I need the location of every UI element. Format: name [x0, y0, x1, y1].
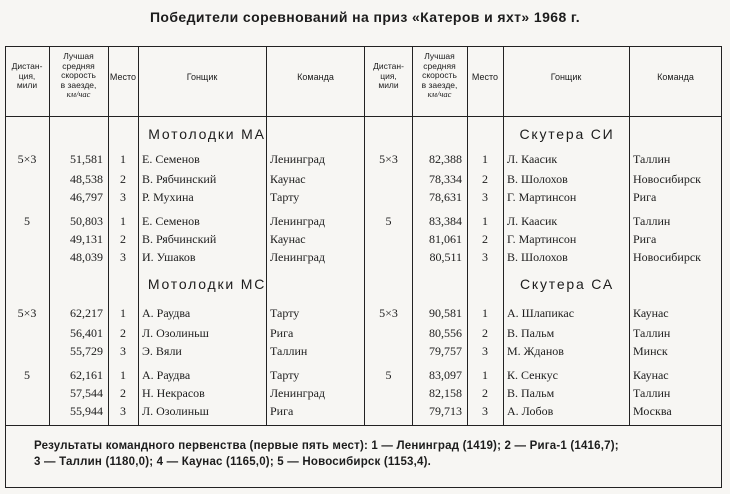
cell-racer: Л. Озолиньш	[142, 326, 209, 340]
cell-racer: Э. Вяли	[142, 344, 182, 358]
col-line	[266, 116, 267, 425]
cell-place: 2	[120, 172, 126, 186]
cell-racer: Е. Семенов	[142, 214, 200, 228]
cell-speed: 82,388	[429, 152, 462, 166]
cell-speed: 81,061	[429, 232, 462, 246]
header-speed-line: средняя	[62, 60, 95, 71]
cell-team: Тарту	[270, 368, 300, 382]
header-place: Место	[109, 72, 137, 82]
header-distance-line: мили	[16, 80, 38, 90]
cell-place: 3	[482, 250, 488, 264]
cell-team: Ленинград	[270, 386, 326, 400]
cell-place: 1	[482, 368, 488, 382]
cell-racer: Л. Озолиньш	[142, 404, 209, 418]
header-racer: Гонщик	[550, 72, 582, 82]
section-title: Скутера СИ	[519, 126, 615, 142]
header-distance	[5, 62, 49, 91]
cell-team: Рига	[270, 404, 294, 418]
cell-speed: 62,161	[70, 368, 103, 382]
header-distance-line: мили	[378, 80, 399, 90]
cell-place: 3	[120, 404, 126, 418]
header-distance-line: ция,	[380, 70, 397, 81]
cell-racer: К. Сенкус	[507, 368, 558, 382]
cell-place: 2	[120, 232, 126, 246]
cell-team: Тарту	[270, 190, 300, 204]
cell-place: 1	[482, 306, 488, 320]
cell-speed: 79,713	[429, 404, 462, 418]
page-title: Победители соревнований на приз «Катеров и яхт» 1968 г.	[149, 9, 581, 25]
cell-distance: 5×3	[17, 152, 37, 166]
header-speed-unit: км/час	[427, 89, 452, 99]
cell-place: 1	[482, 214, 488, 228]
cell-team: Таллин	[633, 326, 671, 340]
cell-racer: Р. Мухина	[142, 190, 194, 204]
header-racer: Гонщик	[186, 72, 218, 82]
cell-place: 3	[482, 190, 488, 204]
cell-team: Новосибирск	[633, 172, 701, 186]
cell-speed: 57,544	[70, 386, 103, 400]
header-speed-unit: км/час	[66, 89, 91, 99]
cell-team: Ленинград	[270, 152, 326, 166]
cell-racer: А. Шлапикас	[507, 306, 575, 320]
col-line	[629, 116, 630, 425]
cell-team: Рига	[270, 326, 294, 340]
header-distance-line: ция,	[18, 70, 36, 81]
cell-distance: 5×3	[379, 152, 398, 166]
cell-speed: 49,131	[70, 232, 103, 246]
header-speed-line: Лучшая	[63, 51, 94, 61]
cell-place: 1	[482, 152, 488, 166]
cell-place: 1	[120, 368, 126, 382]
header-speed-line: средняя	[423, 60, 456, 71]
header-speed	[412, 52, 467, 100]
cell-distance: 5×3	[17, 306, 37, 320]
cell-speed: 56,401	[70, 326, 103, 340]
cell-speed: 62,217	[70, 306, 103, 320]
header-speed-line: в заезде,	[421, 79, 458, 90]
cell-racer: Л. Каасик	[507, 214, 558, 228]
cell-distance: 5×3	[379, 306, 398, 320]
cell-team: Рига	[633, 232, 657, 246]
cell-speed: 83,384	[429, 214, 462, 228]
header-place: Место	[471, 72, 499, 82]
cell-speed: 50,803	[70, 214, 103, 228]
cell-racer: Е. Семенов	[142, 152, 200, 166]
cell-speed: 78,631	[429, 190, 462, 204]
cell-racer: Н. Некрасов	[142, 386, 205, 400]
cell-team: Рига	[633, 190, 657, 204]
cell-racer: Г. Мартинсон	[507, 190, 577, 204]
cell-team: Таллин	[270, 344, 308, 358]
cell-speed: 83,097	[429, 368, 462, 382]
header-distance-line: Дистан-	[373, 61, 404, 71]
cell-place: 3	[120, 250, 126, 264]
cell-distance: 5	[385, 214, 392, 228]
cell-place: 3	[120, 344, 126, 358]
cell-speed: 82,158	[429, 386, 462, 400]
cell-place: 2	[120, 386, 126, 400]
cell-speed: 51,581	[70, 152, 103, 166]
cell-team: Тарту	[270, 306, 300, 320]
header-team: Команда	[297, 72, 334, 82]
cell-team: Ленинград	[270, 214, 326, 228]
header-speed-line: скорость	[61, 70, 96, 80]
footer-divider	[5, 425, 722, 426]
cell-speed: 80,511	[429, 250, 462, 264]
cell-distance: 5	[385, 368, 392, 382]
cell-place: 2	[482, 386, 488, 400]
cell-racer: В. Рябчинский	[142, 172, 217, 186]
cell-team: Таллин	[633, 214, 671, 228]
team-results-line-2: 3 — Таллин (1180,0); 4 — Каунас (1165,0); 5 — Новосибирск (1153,4).	[34, 456, 432, 468]
cell-place: 2	[482, 232, 488, 246]
header-distance	[365, 62, 412, 91]
cell-speed: 79,757	[429, 344, 462, 358]
cell-racer: В. Пальм	[507, 326, 555, 340]
cell-team: Минск	[633, 344, 668, 358]
cell-speed: 46,797	[70, 190, 103, 204]
cell-place: 2	[482, 172, 488, 186]
header-speed-line: в заезде,	[60, 79, 97, 90]
cell-team: Каунас	[270, 232, 306, 246]
cell-racer: В. Шолохов	[507, 250, 568, 264]
section-title: Мотолодки МС	[147, 276, 267, 292]
cell-racer: А. Раудва	[142, 306, 191, 320]
cell-team: Таллин	[633, 386, 671, 400]
cell-racer: В. Рябчинский	[142, 232, 217, 246]
cell-place: 1	[120, 306, 126, 320]
cell-racer: Л. Каасик	[507, 152, 558, 166]
header-speed-line: Лучшая	[424, 51, 455, 61]
cell-racer: А. Лобов	[507, 404, 554, 418]
cell-racer: А. Раудва	[142, 368, 191, 382]
section-title: Мотолодки МА	[148, 126, 266, 142]
cell-team: Таллин	[633, 152, 671, 166]
cell-racer: В. Шолохов	[507, 172, 568, 186]
cell-racer: В. Пальм	[507, 386, 555, 400]
header-team: Команда	[657, 72, 694, 82]
cell-place: 2	[482, 326, 488, 340]
col-line	[503, 116, 504, 425]
cell-team: Каунас	[633, 368, 669, 382]
cell-speed: 48,039	[70, 250, 103, 264]
cell-racer: И. Ушаков	[142, 250, 196, 264]
cell-place: 3	[120, 190, 126, 204]
cell-distance: 5	[24, 214, 30, 228]
cell-speed: 78,334	[429, 172, 462, 186]
team-results-line-1: Результаты командного первенства (первые пять мест): 1 — Ленинград (1419); 2 — Рига-1 (1416,7);	[34, 440, 619, 452]
cell-team: Каунас	[633, 306, 669, 320]
cell-speed: 55,944	[70, 404, 103, 418]
header-speed	[49, 52, 108, 100]
team-results	[34, 438, 714, 470]
cell-place: 1	[120, 152, 126, 166]
cell-place: 1	[120, 214, 126, 228]
cell-speed: 80,556	[429, 326, 462, 340]
cell-team: Новосибирск	[633, 250, 701, 264]
header-distance-line: Дистан-	[11, 61, 43, 71]
header-speed-line: скорость	[422, 70, 457, 80]
cell-place: 2	[120, 326, 126, 340]
cell-team: Ленинград	[270, 250, 326, 264]
cell-racer: Г. Мартинсон	[507, 232, 577, 246]
col-line	[138, 116, 139, 425]
cell-distance: 5	[24, 368, 30, 382]
cell-place: 3	[482, 404, 488, 418]
cell-speed: 48,538	[70, 172, 103, 186]
cell-racer: М. Жданов	[507, 344, 564, 358]
cell-place: 3	[482, 344, 488, 358]
cell-speed: 55,729	[70, 344, 103, 358]
section-title: Скутера СА	[519, 276, 615, 292]
cell-team: Каунас	[270, 172, 306, 186]
cell-team: Москва	[633, 404, 672, 418]
cell-speed: 90,581	[429, 306, 462, 320]
